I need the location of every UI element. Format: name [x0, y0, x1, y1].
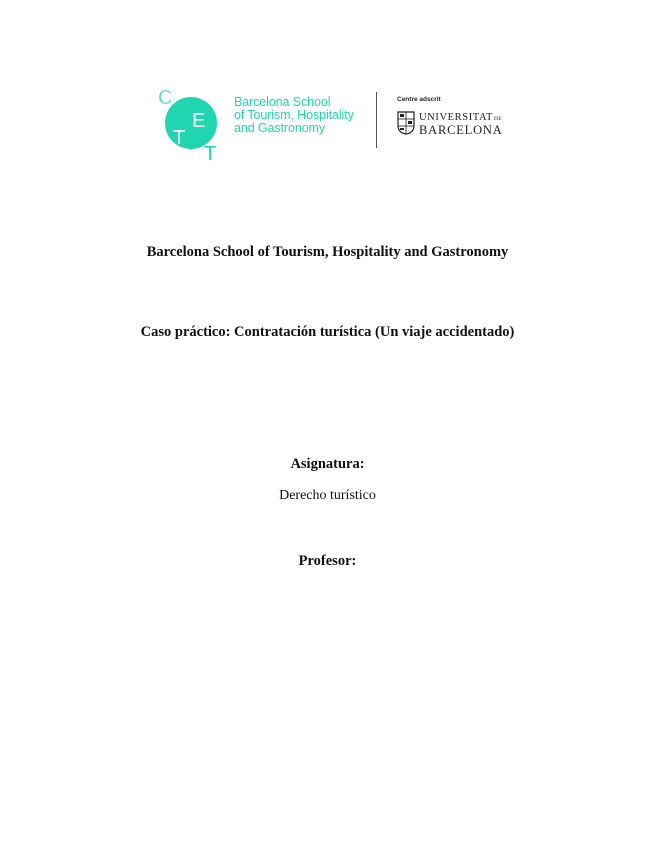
cet-school-name-line-1: Barcelona School	[234, 95, 331, 109]
cet-school-name	[234, 96, 374, 135]
cet-logo-letter-e: E	[192, 110, 206, 132]
cet-logo-letter-c: C	[158, 87, 173, 109]
ub-barcelona-text: BARCELONA	[419, 123, 503, 137]
professor-label: Profesor:	[298, 553, 357, 569]
subject-label: Asignatura:	[290, 456, 365, 472]
logo-divider	[376, 92, 377, 148]
school-title: Barcelona School of Tourism, Hospitality and Gastronomy	[146, 244, 509, 260]
cet-logo	[150, 82, 232, 164]
cet-logo-letter-t-1: T	[173, 127, 186, 149]
cet-school-name-line-2: of Tourism, Hospitality	[234, 108, 354, 122]
ub-logo	[397, 96, 509, 146]
ub-universitat-word: UNIVERSITAT	[419, 112, 494, 123]
case-title: Caso práctico: Contratación turística (Un viaje accidentado)	[140, 324, 515, 340]
header-logos	[150, 82, 510, 164]
ub-shield-icon	[397, 111, 415, 135]
subject-value: Derecho turístico	[279, 488, 376, 503]
ub-de-word: DE	[494, 116, 502, 122]
cet-logo-letter-t-2: T	[204, 143, 217, 164]
cet-school-name-line-3: and Gastronomy	[234, 121, 326, 135]
centre-adscrit-label: Centre adscrit	[397, 96, 441, 103]
ub-universitat-text	[419, 112, 502, 123]
